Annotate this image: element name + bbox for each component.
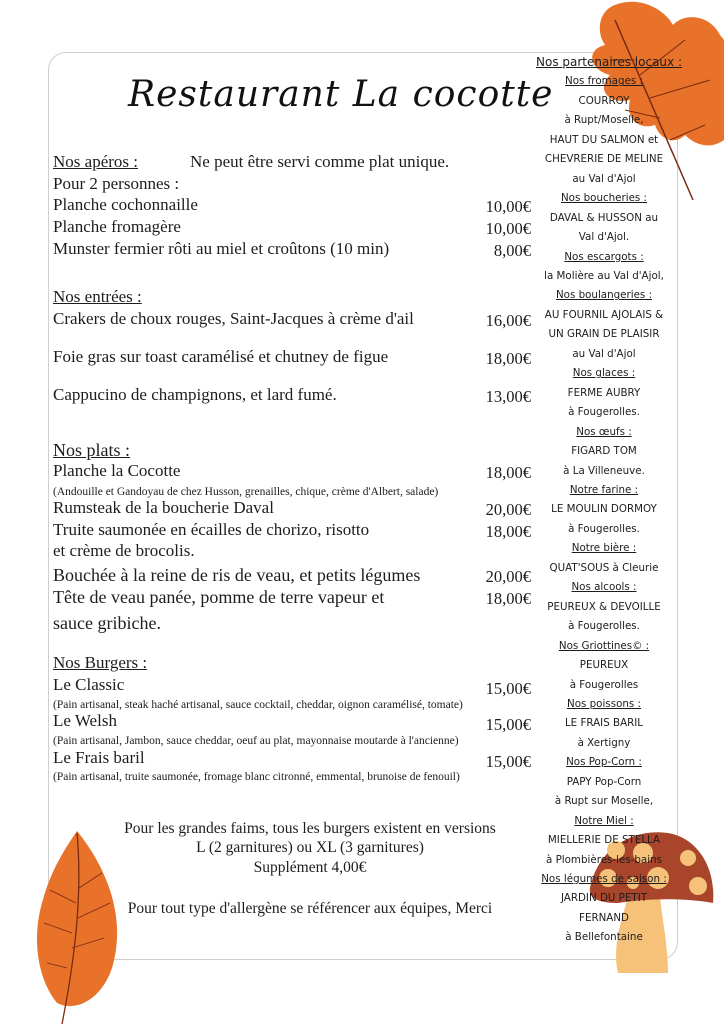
- autumn-leaf-icon: [32, 828, 127, 1024]
- partner-name: à Plombières-les-bains: [545, 853, 662, 866]
- partner-name: à La Villeneuve.: [563, 464, 645, 477]
- partner-name: FERME AUBRY: [567, 386, 641, 399]
- partner-category: Nos escargots :: [564, 250, 644, 263]
- partner-category: Nos boulangeries :: [555, 289, 653, 302]
- partner-name: PAPY Pop-Corn: [566, 775, 642, 788]
- menu-item-name: Rumsteak de la boucherie Daval: [53, 498, 274, 517]
- section-heading: Nos apéros :: [53, 152, 138, 171]
- partner-name: à Fougerolles.: [568, 620, 640, 633]
- menu-item-name: Le Frais baril: [53, 748, 145, 767]
- menu-item-name: sauce gribiche.: [53, 613, 161, 633]
- partner-name: à Xertigny: [577, 736, 631, 749]
- partner-category: Nos légumes de saison :: [541, 873, 667, 886]
- partner-name: à Rupt/Moselle,: [564, 114, 644, 127]
- menu-item-price: 18,00€: [485, 522, 531, 541]
- item-description: (Pain artisanal, Jambon, sauce cheddar, oeuf au plat, mayonnaise moutarde à l'ancienne): [53, 735, 459, 747]
- menu-item-price: 15,00€: [485, 715, 531, 734]
- menu-item-name: Pour tout type d'allergène se référencer aux équipes, Merci: [127, 900, 493, 917]
- section-heading: Nos Burgers :: [53, 653, 148, 672]
- partner-category: Notre bière :: [571, 542, 637, 555]
- partner-name: UN GRAIN DE PLAISIR: [548, 328, 660, 341]
- partner-name: MIELLERIE DE STELLA: [547, 834, 661, 847]
- partner-category: Nos boucheries :: [560, 192, 648, 205]
- menu-item-price: 20,00€: [485, 567, 531, 586]
- partner-category: Nos fromages :: [565, 75, 643, 88]
- partner-name: la Molière au Val d'Ajol,: [544, 269, 664, 282]
- menu-item-price: 15,00€: [485, 752, 531, 771]
- partner-name: CHEVRERIE DE MELINE: [544, 153, 664, 166]
- partner-name: à Fougerolles: [569, 678, 639, 691]
- item-description: (Andouille et Gandoyau de chez Husson, grenailles, chique, crème d'Albert, salade): [53, 486, 439, 498]
- menu-item-name: Munster fermier rôti au miel et croûtons (10 min): [53, 239, 390, 258]
- partner-name: JARDIN DU PETIT: [560, 892, 648, 905]
- partner-name: AU FOURNIL AJOLAIS &: [544, 308, 664, 321]
- menu-item-name: Planche fromagère: [53, 217, 181, 236]
- menu-item-name: Foie gras sur toast caramélisé et chutney de figue: [53, 347, 389, 366]
- section-heading: Nos entrées :: [53, 287, 142, 306]
- partner-name: LE FRAIS BARIL: [564, 717, 644, 730]
- menu-item-price: 20,00€: [485, 500, 531, 519]
- menu-item-price: 13,00€: [485, 387, 531, 406]
- menu-item-price: 18,00€: [485, 589, 531, 608]
- menu-item-name: Tête de veau panée, pomme de terre vapeur et: [53, 587, 385, 607]
- partner-name: FERNAND: [579, 911, 629, 924]
- menu-item-price: 15,00€: [485, 679, 531, 698]
- partner-name: au Val d'Ajol: [572, 347, 636, 360]
- menu-item-price: 10,00€: [485, 197, 531, 216]
- aperos-note: Ne peut être servi comme plat unique.: [190, 152, 450, 171]
- menu-item-name: Supplément 4,00€: [253, 859, 367, 876]
- partner-category: Notre Miel :: [574, 814, 634, 827]
- section-heading: Nos plats :: [53, 440, 131, 460]
- partner-name: à Bellefontaine: [565, 931, 643, 944]
- menu-item-name: L (2 garnitures) ou XL (3 garnitures): [196, 839, 424, 856]
- menu-item-name: Pour les grandes faims, tous les burgers existent en versions: [124, 820, 496, 837]
- partner-name: DAVAL & HUSSON au: [549, 211, 659, 224]
- partner-category: Notre farine :: [569, 483, 639, 496]
- menu-item-name: Crakers de choux rouges, Saint-Jacques à crème d'ail: [53, 309, 414, 328]
- partner-name: FIGARD TOM: [571, 445, 637, 458]
- partner-name: QUAT'SOUS à Cleurie: [549, 561, 659, 574]
- partner-name: HAUT DU SALMON et: [549, 133, 659, 146]
- menu-item-name: Planche la Cocotte: [53, 461, 181, 480]
- partner-name: au Val d'Ajol: [572, 172, 636, 185]
- menu-item-name: Truite saumonée en écailles de chorizo, risotto: [53, 520, 370, 539]
- menu-item-price: 18,00€: [485, 349, 531, 368]
- partner-name: Val d'Ajol.: [578, 231, 630, 244]
- local-partners-list: [536, 53, 682, 948]
- menu-item-name: Le Welsh: [53, 711, 117, 730]
- partner-category: Nos glaces :: [572, 367, 636, 380]
- partner-category: Nos Griottines© :: [558, 639, 650, 652]
- menu-item-name: Pour 2 personnes :: [53, 174, 180, 193]
- partner-name: COURROY: [578, 94, 630, 107]
- menu-item-price: 16,00€: [485, 311, 531, 330]
- menu-item-name: Cappucino de champignons, et lard fumé.: [53, 385, 337, 404]
- item-description: (Pain artisanal, truite saumonée, fromage blanc citronné, emmental, brunoise de fenouil): [53, 771, 460, 783]
- menu-item-name: Le Classic: [53, 675, 125, 694]
- partner-name: à Fougerolles.: [568, 522, 640, 535]
- partner-category: Nos Pop-Corn :: [566, 756, 642, 769]
- partner-name: LE MOULIN DORMOY: [551, 503, 657, 516]
- partner-category: Nos alcools :: [571, 581, 637, 594]
- partner-category: Nos œufs :: [576, 425, 632, 438]
- menu-item-name: Planche cochonnaille: [53, 195, 198, 214]
- partner-category: Nos partenaires locaux :: [536, 55, 682, 69]
- item-description: (Pain artisanal, steak haché artisanal, sauce cocktail, cheddar, oignon caramélisé, tomate): [53, 699, 463, 711]
- partner-name: à Fougerolles.: [568, 406, 640, 419]
- partner-category: Nos poissons :: [567, 697, 641, 710]
- menu-item-name: Bouchée à la reine de ris de veau, et petits légumes: [53, 565, 421, 585]
- menu-item-price: 18,00€: [485, 463, 531, 482]
- restaurant-title: Restaurant La cocotte: [128, 74, 554, 115]
- partner-name: à Rupt sur Moselle,: [554, 795, 654, 808]
- menu-item-price: 10,00€: [485, 219, 531, 238]
- partner-name: PEUREUX: [579, 659, 629, 672]
- menu-item-name: et crème de brocolis.: [53, 541, 195, 560]
- partner-name: PEUREUX & DEVOILLE: [547, 600, 661, 613]
- menu-item-price: 8,00€: [493, 241, 531, 260]
